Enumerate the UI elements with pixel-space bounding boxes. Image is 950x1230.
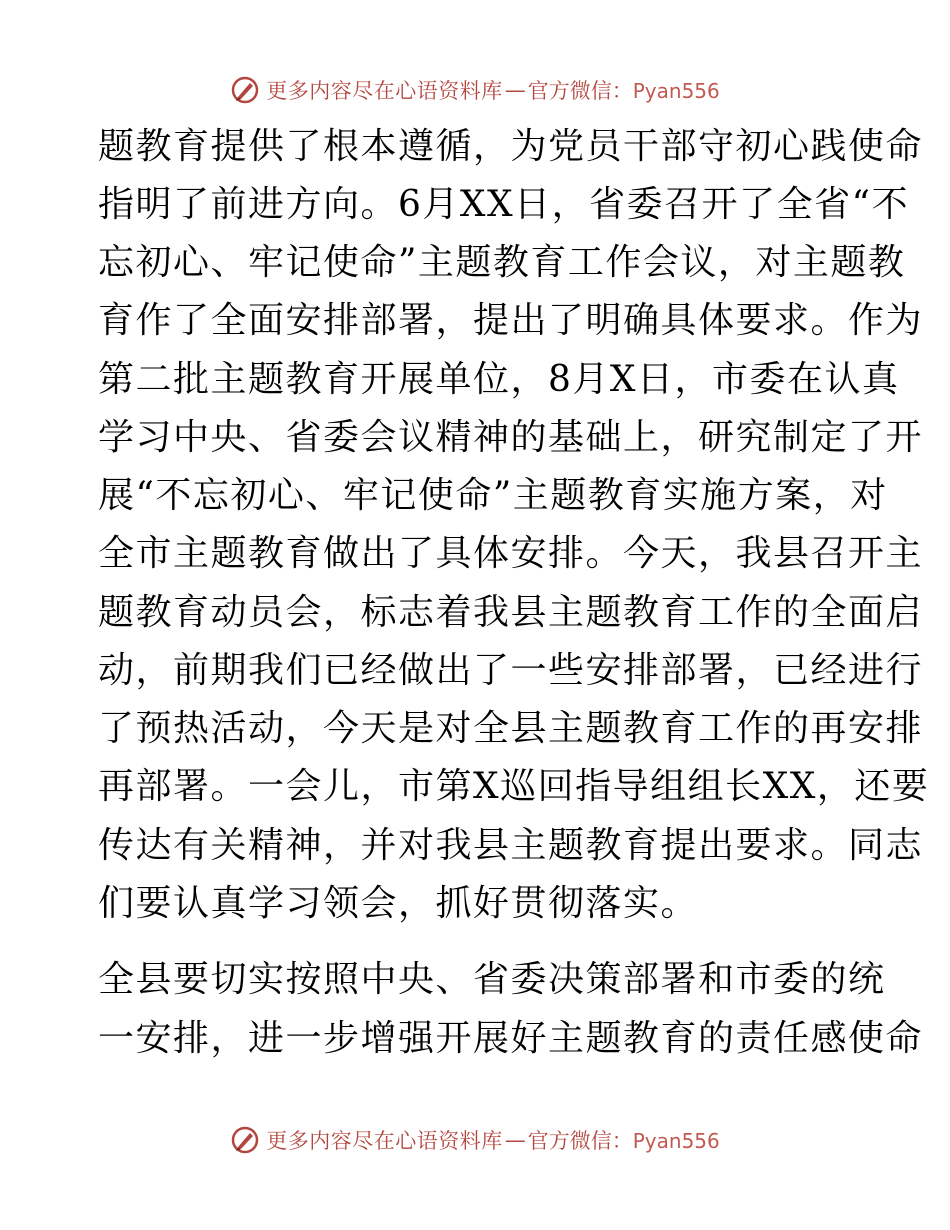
text-line: 了预热活动，今天是对全县主题教育工作的再安排: [98, 708, 924, 749]
text-line: 再部署。一会儿，市第X巡回指导组组长XX，还要: [98, 766, 930, 807]
text-line: 全县要切实按照中央、省委决策部署和市委的统: [98, 959, 886, 1000]
text-line: 动，前期我们已经做出了一些安排部署，已经进行: [98, 650, 924, 691]
text-line: 展“不忘初心、牢记使命”主题教育实施方案，对: [98, 475, 888, 516]
watermark-contact-id: Pyan556: [632, 1129, 720, 1153]
watermark-contact: [528, 75, 720, 105]
watermark-brand: 更多内容尽在心语资料库: [266, 79, 503, 103]
text-line: 题教育动员会，标志着我县主题教育工作的全面启: [98, 592, 924, 633]
header-watermark: [0, 72, 950, 108]
pen-circle-logo-icon: [230, 75, 260, 105]
text-line: 传达有关精神，并对我县主题教育提出要求。同志: [98, 825, 924, 866]
watermark-contact-label: 官方微信：: [527, 79, 633, 103]
text-line: 学习中央、省委会议精神的基础上，研究制定了开: [98, 417, 924, 458]
watermark-separator: —: [504, 1128, 526, 1152]
text-line: 们要认真学习领会，抓好贯彻落实。: [98, 883, 699, 924]
watermark-contact-label: 官方微信：: [527, 1129, 633, 1153]
text-line: 育作了全面安排部署，提出了明确具体要求。作为: [98, 300, 924, 341]
text-line: 一安排，进一步增强开展好主题教育的责任感使命: [98, 1018, 924, 1059]
watermark-contact: [528, 1125, 720, 1155]
text-line: 题教育提供了根本遵循，为党员干部守初心践使命: [98, 126, 924, 167]
text-line: 忘初心、牢记使命”主题教育工作会议，对主题教: [98, 242, 906, 283]
watermark-contact-id: Pyan556: [632, 79, 720, 103]
watermark-separator: —: [504, 78, 526, 102]
pen-circle-logo-icon: [230, 1125, 260, 1155]
footer-watermark: [0, 1122, 950, 1158]
text-line: 全市主题教育做出了具体安排。今天，我县召开主: [98, 533, 924, 574]
text-line: 指明了前进方向。6月XX日，省委召开了全省“不: [98, 184, 910, 225]
text-line: 第二批主题教育开展单位，8月X日，市委在认真: [98, 359, 900, 400]
watermark-brand: 更多内容尽在心语资料库: [266, 1129, 503, 1153]
